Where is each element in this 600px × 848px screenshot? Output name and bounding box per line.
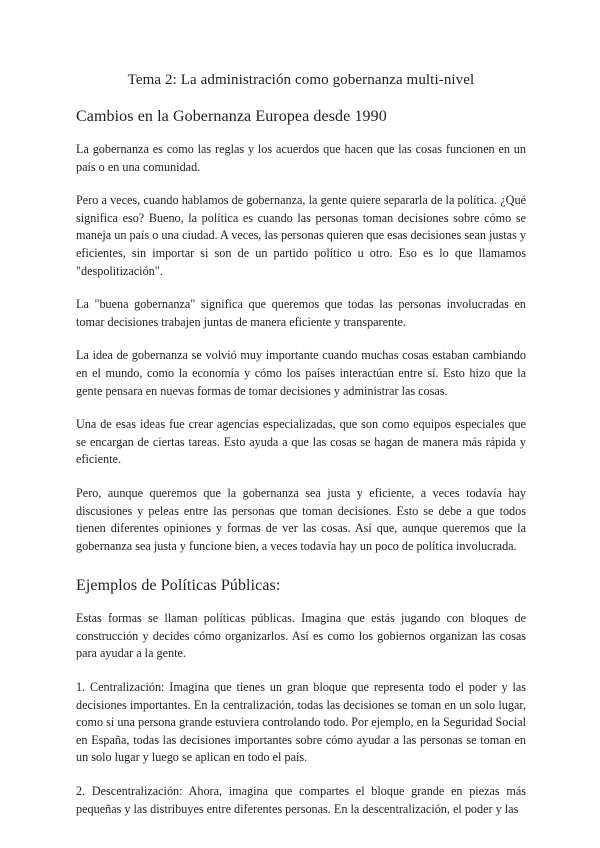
section-heading: Ejemplos de Políticas Públicas:: [76, 577, 281, 595]
paragraph: Pero, aunque queremos que la gobernanza sea justa y eficiente, a veces todavía hay discusiones y peleas entre las personas que toman decisiones. Esto se debe a que todos tienen diferentes opiniones y formas de ver las cosas. Así que, aunque queremos que la gobernanza sea justa y funcione bien, a veces todavía hay un poco de política involucrada.: [76, 485, 526, 553]
section-public-policy-examples: [76, 577, 526, 818]
paragraph: Estas formas se llaman políticas públicas. Imagina que estás jugando con bloques de construcción y decides cómo organizarlos. Así es como los gobiernos organizan las cosas para ayudar a la gente.: [76, 611, 526, 661]
paragraph: La idea de gobernanza se volvió muy importante cuando muchas cosas estaban cambiando en el mundo, como la economía y cómo los países interactúan entre sí. Esto hizo que la gente pensara en nuevas formas de tomar decisiones y administrar las cosas.: [76, 348, 526, 398]
paragraph: 1. Centralización: Imagina que tienes un gran bloque que representa todo el poder y las decisiones importantes. En la centralización, todas las decisiones se toman en un solo lugar, como si una persona grande estuviera controlando todo. Por ejemplo, en la Seguridad Social en España, todas las decisiones importantes sobre cómo ayudar a las personas se toman en un solo lugar y luego se aplican en todo el país.: [76, 680, 526, 765]
section-heading: Cambios en la Gobernanza Europea desde 1990: [76, 108, 387, 125]
section-governance-changes: [76, 108, 526, 555]
paragraph: 2. Descentralización: Ahora, imagina que compartes el bloque grande en piezas más pequeñas y las distribuyes entre diferentes personas. En la descentralización, el poder y las: [76, 784, 526, 816]
document-page: [76, 72, 526, 834]
paragraph: Pero a veces, cuando hablamos de gobernanza, la gente quiere separarla de la política. ¿Qué significa eso? Bueno, la política es cuando las personas toman decisiones sobre cómo se maneja un país o una ciudad. A veces, las personas quieren que esas decisiones sean justas y eficientes, sin importar si son de un partido político u otro. Eso es lo que llamamos "despolitización".: [76, 193, 526, 278]
document-title: Tema 2: La administración como gobernanza multi-nivel: [127, 72, 475, 88]
paragraph: La "buena gobernanza" significa que queremos que todas las personas involucradas en tomar decisiones trabajen juntas de manera eficiente y transparente.: [76, 297, 526, 329]
paragraph: Una de esas ideas fue crear agencias especializadas, que son como equipos especiales que se encargan de ciertas tareas. Esto ayuda a que las cosas se hagan de manera más rápida y eficiente.: [76, 417, 526, 467]
paragraph: La gobernanza es como las reglas y los acuerdos que hacen que las cosas funcionen en un país o en una comunidad.: [76, 142, 526, 174]
